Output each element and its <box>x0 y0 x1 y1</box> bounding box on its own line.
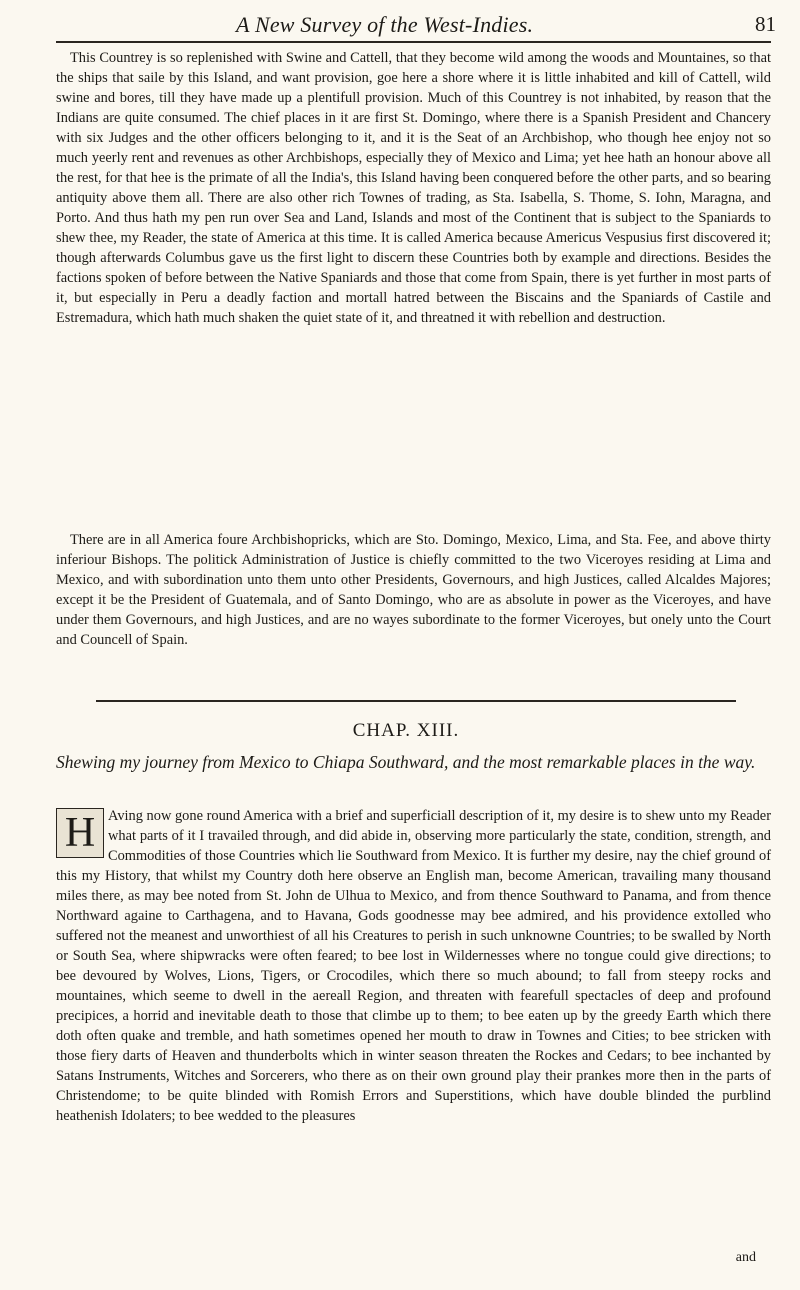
chapter-subtitle: Shewing my journey from Mexico to Chiapa Southward, and the most remarkable places in the way. <box>56 752 756 772</box>
chapter-heading: CHAP. XIII. <box>352 720 460 741</box>
paragraph-3: Aving now gone round America with a brief and superficiall description of it, my desire is to shew unto my Reader what parts of it I travailed through, and did abide in, observing more particularly the state, condition, strength, and Commodities of those Countries which lie Southward from Mexico. It is further my desire, nay the chief ground of this my History, that whilst my Country doth here observe an English man, become American, travailing many thousand miles there, as may bee noted from St. John de Ulhua to Mexico, and from thence Southward to Panama, and from thence Northward againe to Carthagena, and to Havana, Gods goodnesse may bee admired, and his providence extolled who suffered not the meanest and unworthiest of all his Creatures to perish in such unknowne Countries; to be swalled by North or South Sea, where shipwracks were often feared; to bee lost in Wildernesses where no tongue could give directions; to bee devoured by Wolves, Lions, Tigers, or Crocodiles, which there so much abound; to fall from steepy rocks and mountaines, which seeme to dwell in the aereall Region, and threaten with fearefull spectacles of deep and profound precipices, a horrid and inevitable death to those that climbe up to them; to bee eaten up by the greedy Earth which there doth often quake and tremble, and hath sometimes opened her mouth to draw in Townes and Cities; to bee stricken with those fiery darts of Heaven and thunderbolts which in winter season threaten the Rockes and Cedars; to bee inchanted by Satans Instruments, Witches and Sorcerers, who there as on their own ground play their prankes more then in the parts of Christendome; to be quite blinded with Romish Errors and Superstitions, which have double blinded the purblind heathenish Idolaters; to bee wedded to the pleasures <box>56 808 771 1124</box>
drop-cap-letter: H <box>64 810 96 856</box>
paragraph-1: This Countrey is so replenished with Swine and Cattell, that they become wild among the woods and Mountaines, so that the ships that saile by this Island, and want provision, goe here a shore where it is little inhabited and kill of Cattell, wild swine and bores, till they have made up a plentifull provision. Much of this Countrey is not inhabited, by reason that the Indians are quite consumed. The chief places in it are first St. Domingo, where there is a Spanish President and Chancery with six Judges and the other officers belonging to it, and it is the Seat of an Archbishop, who though hee enjoy not so much yeerly rent and revenues as other Archbishops, especially they of Mexico and Lima; yet hee hath an honour above all the rest, for that hee is the primate of all the India's, this Island having been conquered before the other parts, and so bearing antiquity above them all. There are also other rich Townes of trading, as Sta. Isabella, S. Thome, S. Iohn, Maragna, and Porto. And thus hath my pen run over Sea and Land, Islands and most of the Continent that is subject to the Spaniards to shew thee, my Reader, the state of America at this time. It is called America because Americus Vespusius first discovered it; though afterwards Columbus gave us the first light to discern these Countries both by example and directions. Besides the factions spoken of before between the Native Spaniards and those that come from Spain, there is yet further in most parts of it, but especially in Peru a deadly faction and mortall hatred between the Biscains and the Spaniards of Castile and Estremadura, which hath much shaken the quiet state of it, and threatned it with rebellion and destruction. <box>56 50 771 326</box>
running-header <box>36 4 776 38</box>
page-number: 81 <box>755 12 776 36</box>
paragraph-2: There are in all America foure Archbishopricks, which are Sto. Domingo, Mexico, Lima, and Sta. Fee, and above thirty inferiour Bishops. The politick Administration of Justice is chiefly committed to the two Viceroyes residing at Lima and Mexico, and with subordination unto them unto other Presidents, Governours, and high Justices, called Alcaldes Majores; except it be the President of Guatemala, and of Santo Domingo, who are as absolute in power as the Viceroyes, and have under them Governours, and high Justices, and are no wayes subordinate to the former Viceroyes, but onely unto the Court and Councell of Spain. <box>56 532 771 648</box>
catchword: and <box>735 1250 756 1265</box>
header-rule <box>56 41 771 43</box>
section-divider <box>96 700 736 702</box>
running-title: A New Survey of the West-Indies. <box>236 12 534 37</box>
book-page <box>36 0 776 1290</box>
